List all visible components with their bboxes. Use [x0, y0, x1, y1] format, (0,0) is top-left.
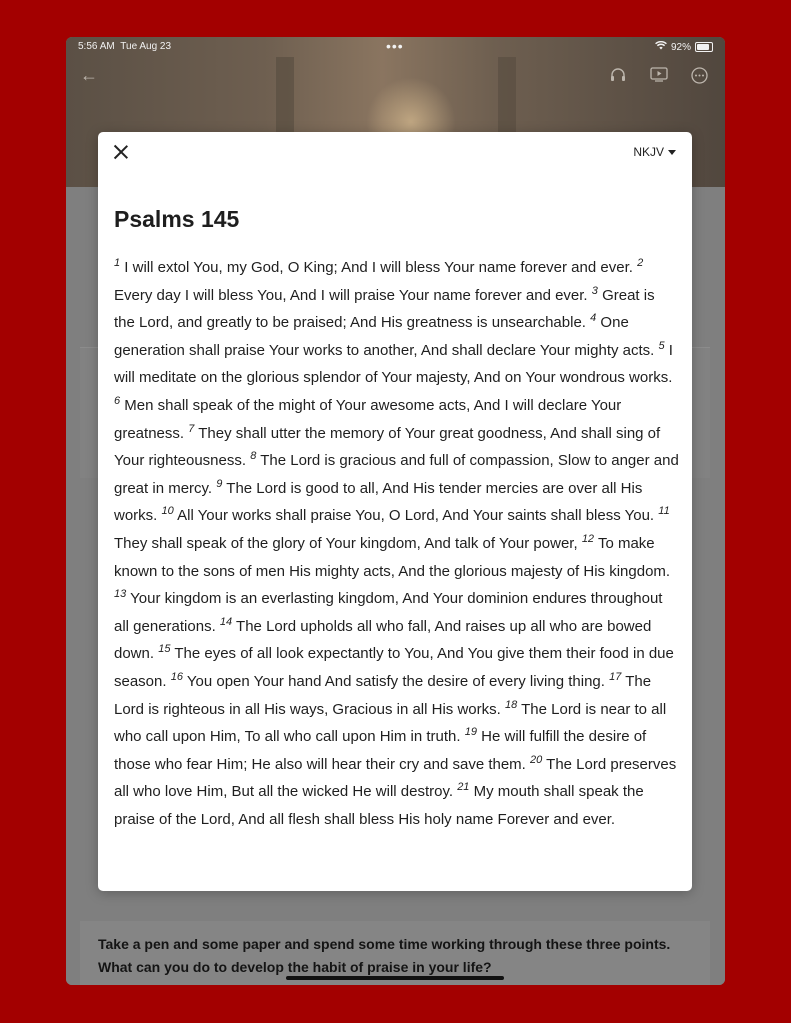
verse-number: 11 [658, 505, 670, 518]
verse-number: 18 [504, 698, 518, 711]
status-right [655, 41, 713, 53]
verse-text: The Lord preserves all who love Him, But all the wicked He will destroy. [114, 755, 677, 801]
scripture-text [114, 254, 679, 833]
home-indicator[interactable] [286, 976, 504, 980]
verse-number: 13 [114, 588, 127, 601]
verse-number: 3 [591, 284, 598, 297]
verse-text: They shall utter the memory of Your great goodness, And shall sing of Your righteousness. [114, 424, 661, 470]
verse-text: The Lord upholds all who fall, And raises up all who are bowed down. [114, 617, 652, 663]
verse-text: He will fulfill the desire of those who fear Him; He also will hear their cry and save them. [114, 728, 647, 773]
status-time: 5:56 AM Tue Aug 23 [78, 41, 172, 52]
verse-text: One generation shall praise Your works to another, And shall declare Your mighty acts. [114, 314, 659, 359]
scripture-modal [98, 132, 692, 891]
verse-text: Your kingdom is an everlasting kingdom, And Your dominion endures throughout all generations. [114, 590, 663, 635]
verse-text: Men shall speak of the might of Your awesome acts, And I will declare Your greatness. [114, 396, 622, 442]
verse-text: The Lord is gracious and full of compassion, Slow to anger and great in mercy. [114, 452, 679, 497]
verse-number: 6 [114, 394, 121, 407]
verse-number: 17 [609, 670, 622, 683]
verse-number: 1 [114, 257, 121, 269]
verse-text: My mouth shall speak the praise of the Lord, And all flesh shall bless His holy name Forever and ever. [114, 783, 644, 828]
verse-text: The eyes of all look expectantly to You, And You give them their food in due season. [114, 645, 674, 690]
reflection-prompt: Take a pen and some paper and spend some time working through these three points. What can you do to develop the habit of praise in your life? [98, 936, 671, 975]
verse-number: 20 [530, 753, 543, 766]
version-selector[interactable] [633, 145, 676, 159]
verse-number: 21 [457, 781, 470, 794]
verse-text: The Lord is near to all who call upon Him, To all who call upon Him in truth. [114, 700, 667, 746]
verse-number: 14 [219, 615, 233, 628]
verse-number: 8 [250, 450, 257, 463]
verse-number: 5 [658, 339, 665, 352]
caret-down-icon [668, 150, 676, 155]
version-label: NKJV [633, 145, 664, 159]
verse-number: 2 [637, 257, 644, 269]
verse-number: 12 [581, 532, 595, 545]
verse-text: To make known to the sons of men His mighty acts, And the glorious majesty of His kingdom. [114, 534, 671, 580]
verse-number: 7 [188, 422, 195, 435]
verse-text: Great is the Lord, and greatly to be praised; And His greatness is unsearchable. [114, 286, 655, 332]
verse-text: Every day I will bless You, And I will praise Your name forever and ever. [114, 286, 592, 304]
verse-number: 4 [590, 312, 597, 325]
verse-text: I will meditate on the glorious splendor of Your majesty, And on Your wondrous works. [114, 341, 673, 387]
arrow-left-icon[interactable]: ← [80, 65, 98, 85]
verse-text: All Your works shall praise You, O Lord, And Your saints shall bless You. [173, 507, 659, 525]
multitask-dots-icon[interactable]: ••• [386, 38, 404, 54]
verse-text: They shall speak of the glory of Your kingdom, And talk of Your power, [114, 534, 582, 552]
wifi-icon [655, 41, 667, 53]
battery-icon [695, 42, 713, 52]
verse-number: 19 [464, 726, 477, 739]
play-screen-icon[interactable] [650, 67, 668, 86]
verse-text: The Lord is righteous in all His ways, Gracious in all His works. [114, 672, 652, 718]
status-bar [66, 37, 725, 57]
verse-number: 16 [170, 670, 183, 683]
verse-text: The Lord is good to all, And His tender mercies are over all His works. [114, 479, 643, 525]
verse-text: I will extol You, my God, O King; And I will bless Your name forever and ever. [120, 259, 638, 276]
verse-number: 9 [216, 477, 223, 490]
verse-number: 15 [158, 643, 171, 656]
battery-percent: 92% [670, 41, 691, 53]
verse-text: You open Your hand And satisfy the desire of every living thing. [182, 672, 610, 690]
headphones-icon[interactable] [610, 67, 626, 86]
top-toolbar [66, 65, 725, 89]
verse-number: 10 [161, 505, 174, 518]
ellipsis-icon[interactable] [691, 67, 708, 88]
chapter-title: Psalms 145 [114, 206, 240, 232]
close-icon[interactable] [112, 143, 130, 161]
